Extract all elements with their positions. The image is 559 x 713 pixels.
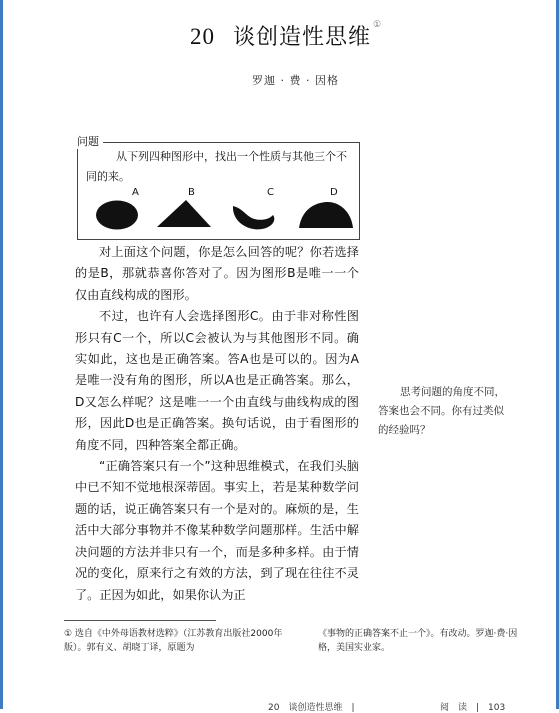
author: 罗迦 · 费 · 因格 bbox=[252, 74, 339, 87]
triangle-figure-b bbox=[156, 199, 212, 229]
figure-letter-d: D bbox=[330, 187, 338, 198]
footnote-left: ① 选自《中外母语教材选粹》（江苏教育出版社2000年版）。郭有义、胡晓丁译，原题为 bbox=[64, 629, 283, 653]
figure-letter-b: B bbox=[188, 187, 195, 198]
body-text bbox=[75, 242, 359, 606]
margin-note: 思考问题的角度不同，答案也会不同。你有过类似的经验吗？ bbox=[378, 386, 505, 436]
problem-box bbox=[77, 135, 360, 240]
body-paragraph-2: 不过，也许有人会选择图形C。由于非对称性图形只有C一个，所以C会被认为与其他图形不同。确实如此，这也是正确答案。答A也是可以的。因为A是唯一没有角的图形，所以A也是正确答案。那么，D又怎么样呢？这是唯一一个由直线与曲线构成的图形，因此D也是正确答案。换句话说，由于看图形的角度不同，四种答案全都正确。 bbox=[75, 309, 359, 452]
page-number: 阅 读 | 103 bbox=[440, 703, 506, 713]
body-paragraph-1: 对上面这个问题，你是怎么回答的呢？你若选择的是B，那就恭喜你答对了。因为图形B是唯一一个仅由直线构成的图形。 bbox=[75, 245, 359, 302]
semicircle-figure-d bbox=[298, 201, 354, 229]
footnote-right: 《事物的正确答案不止一个》。有改动。罗迦·费·因格，美国实业家。 bbox=[318, 629, 518, 653]
footnote-rule bbox=[64, 620, 216, 621]
footnote-marker[interactable]: ① bbox=[373, 20, 383, 30]
problem-text: 从下列四种图形中，找出一个性质与其他三个不同的来。 bbox=[86, 150, 347, 183]
running-head: 20 谈创造性思维 | bbox=[268, 703, 355, 713]
figure-letter-c: C bbox=[267, 187, 274, 198]
page-frame-left bbox=[0, 0, 3, 709]
figure-letter-a: A bbox=[132, 187, 139, 198]
chapter-title bbox=[190, 20, 430, 51]
ellipse-figure-a bbox=[95, 199, 139, 231]
body-paragraph-3: “正确答案只有一个”这种思维模式，在我们头脑中已不知不觉地根深蒂固。事实上，若是某种数学问题的话，说正确答案只有一个是对的。麻烦的是，生活中大部分事物并不像某种数学问题那样。生活中解决问题的方法并非只有一个，而是多种多样。由于情况的变化，原来行之有效的方法，到了现在往往不灵了。正因为如此，如果你认为正 bbox=[75, 459, 359, 602]
crescent-figure-c bbox=[230, 198, 278, 234]
chapter-title-text: 谈创造性思维 bbox=[233, 25, 372, 50]
problem-label: 问题 bbox=[75, 133, 103, 149]
chapter-number: 20 bbox=[190, 24, 215, 49]
